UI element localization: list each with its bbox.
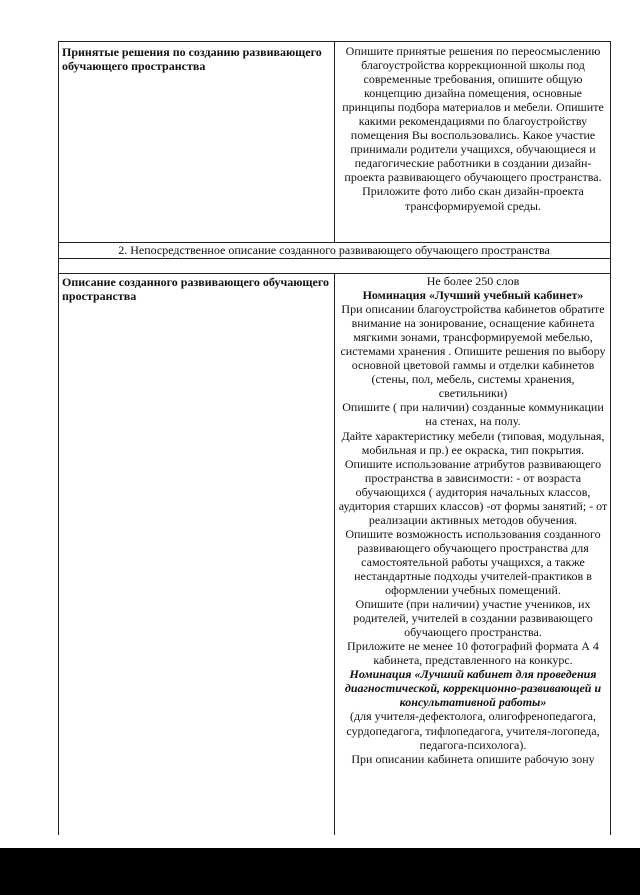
section1-label: Принятые решения по созданию развивающего обучающего пространства	[62, 45, 322, 73]
instruction-paragraph: Приложите не менее 10 фотографий формата А 4 кабинета, представленного на конкурс.	[347, 639, 599, 668]
section1-paragraph: Приложите фото либо скан дизайн-проекта трансформируемой среды.	[362, 184, 584, 213]
instruction-paragraph: Опишите использование атрибутов развивающего пространства в зависимости: - от возраста обучающихся ( аудитория начальных классов, аудитория старших классов) -от формы занятий; - от реализации активных методов обучения.	[338, 456, 608, 527]
scan-border-bar	[0, 848, 640, 895]
nomination1-title: Номинация «Лучший учебный кабинет»	[362, 288, 584, 303]
instruction-paragraph: Опишите ( при наличии) созданные коммуникации на стенах, на полу.	[342, 400, 604, 429]
instruction-paragraph: При описании кабинета опишите рабочую зону	[351, 751, 595, 766]
section1-instructions	[338, 44, 608, 213]
table-border-right	[610, 41, 611, 835]
section2-heading: 2. Непосредственное описание созданного развивающего обучающего пространства	[118, 243, 550, 257]
section1-paragraph: Опишите принятые решения по переосмыслению благоустройства коррекционной школы под современные требования, опишите общую концепцию дизайна помещения, основные принципы подбора материалов и мебели. Опишите какими рекомендациями по благоустройству помещения Вы воспользовались. Какое участие принимали родители учащихся, обучающиеся и педагогические работники в создании дизайн-проекта развивающего обучающего пространства.	[342, 44, 604, 185]
instruction-paragraph: При описании благоустройства кабинетов обратите внимание на зонирование, оснащение кабинета мягкими зонами, трансформируемой мебелью, системами хранения . Опишите решения по выбору основной цветовой гаммы и отделки кабинетов (стены, пол, мебель, системы хранения, светильники)	[340, 302, 606, 401]
word-limit: Не более 250 слов	[426, 274, 520, 288]
instruction-paragraph: Опишите (при наличии) участие учеников, их родителей, учителей в создании развивающего обучающего пространства.	[353, 597, 593, 640]
section3-label: Описание созданного развивающего обучающего пространства	[62, 275, 330, 303]
nomination2-note: (для учителя-дефектолога, олигофренопедагога, сурдопедагога, тифлопедагога, учителя-логопеда, педагога-психолога).	[346, 709, 600, 752]
table-border-left	[58, 41, 59, 835]
instruction-paragraph: Опишите возможность использования созданного развивающего обучающего пространства для самостоятельной работы учащихся, а также нестандартные подходы учителей-практиков в оформлении учебных помещений.	[345, 526, 601, 598]
table-border-middle	[334, 273, 335, 835]
table-border-top	[58, 41, 611, 42]
instruction-paragraph: Дайте характеристику мебели (типовая, модульная, мобильная и пр.) ее окраска, тип покрытия.	[341, 428, 605, 457]
section3-instructions	[338, 274, 608, 766]
table-row-divider	[58, 258, 611, 259]
nomination2-title: Номинация «Лучший кабинет для проведения диагностической, коррекционно-развивающей и консультативной работы»	[344, 667, 602, 710]
table-border-middle	[334, 41, 335, 242]
